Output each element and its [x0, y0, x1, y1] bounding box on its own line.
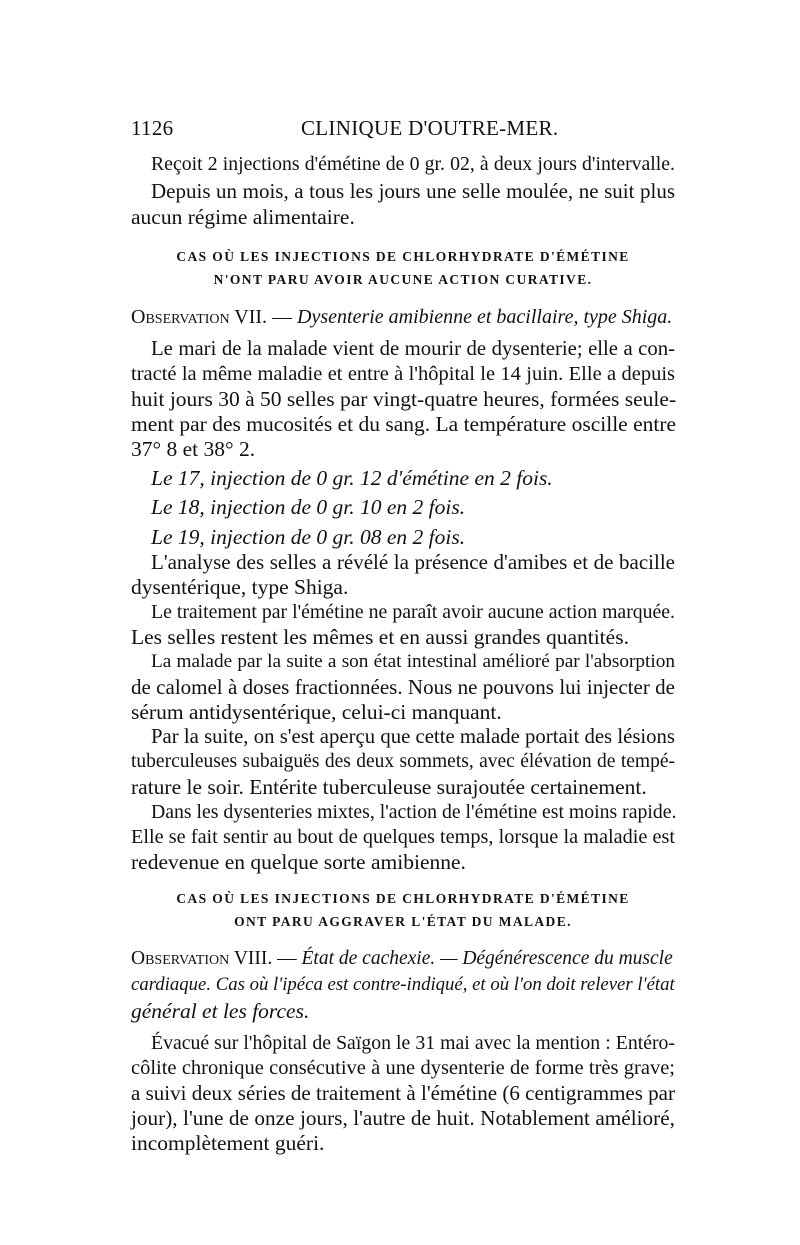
body-line: tracté la même maladie et entre à l'hôpital le 14 juin. Elle a depuis	[131, 363, 675, 385]
body-line: Elle se fait sentir au bout de quelques temps, lorsque la maladie est	[131, 826, 675, 848]
body-line: sérum antidysentérique, celui-ci manquant.	[131, 700, 502, 724]
page-number: 1126	[131, 116, 174, 140]
body-line: Le mari de la malade vient de mourir de dysenterie; elle a con-	[151, 338, 675, 360]
body-line: La malade par la suite a son état intestinal amélioré par l'absorption	[151, 651, 675, 672]
body-line: Reçoit 2 injections d'émétine de 0 gr. 02, à deux jours d'intervalle.	[151, 153, 675, 175]
page-header	[131, 116, 691, 146]
body-line: aucun régime alimentaire.	[131, 205, 355, 229]
body-line: Dans les dysenteries mixtes, l'action de l'émétine est moins rapide.	[151, 801, 677, 823]
observation-label: Observation	[131, 306, 230, 328]
body-line: de calomel à doses fractionnées. Nous ne pouvons lui injecter de	[131, 675, 675, 699]
observation-heading	[131, 304, 675, 330]
observation-number: VII.	[234, 306, 268, 328]
observation-number: VIII.	[233, 948, 273, 969]
section-caption: ONT PARU AGGRAVER L'ÉTAT DU MALADE.	[234, 914, 572, 929]
section-caption: CAS OÙ LES INJECTIONS DE CHLORHYDRATE D'ÉMÉTINE	[176, 249, 630, 264]
body-line: a suivi deux séries de traitement à l'émétine (6 centigrammes par	[131, 1081, 675, 1105]
observation-label: Observation	[131, 948, 230, 969]
body-line: Les selles restent les mêmes et en aussi grandes quantités.	[131, 625, 629, 649]
body-line: Le 17, injection de 0 gr. 12 d'émétine en 2 fois.	[151, 466, 553, 490]
body-line: tuberculeuses subaiguës des deux sommets, avec élévation de tempé-	[131, 751, 675, 772]
body-line: ment par des mucosités et du sang. La température oscille entre	[131, 412, 677, 436]
section-caption: CAS OÙ LES INJECTIONS DE CHLORHYDRATE D'ÉMÉTINE	[176, 891, 630, 906]
body-line: Le traitement par l'émétine ne paraît avoir aucune action marquée.	[151, 601, 675, 623]
body-line: Le 19, injection de 0 gr. 08 en 2 fois.	[151, 525, 466, 549]
observation-title-cont: général et les forces.	[131, 999, 310, 1023]
body-line: 37° 8 et 38° 2.	[131, 437, 256, 461]
body-line: redevenue en quelque sorte amibienne.	[131, 850, 466, 874]
body-line: Le 18, injection de 0 gr. 10 en 2 fois.	[151, 495, 466, 519]
body-line: Depuis un mois, a tous les jours une selle moulée, ne suit plus	[151, 179, 675, 203]
observation-title-cont: cardiaque. Cas où l'ipéca est contre-indiqué, et où l'on doit relever l'état	[131, 974, 675, 995]
body-line: jour), l'une de onze jours, l'autre de huit. Notablement amélioré,	[131, 1106, 675, 1130]
running-title: CLINIQUE D'OUTRE-MER.	[301, 116, 559, 140]
observation-dash: —	[272, 306, 298, 328]
section-caption: N'ONT PARU AVOIR AUCUNE ACTION CURATIVE.	[213, 272, 593, 287]
body-line: côlite chronique consécutive à une dysenterie de forme très grave;	[131, 1057, 675, 1079]
body-line: incomplètement guéri.	[131, 1131, 325, 1155]
body-line: L'analyse des selles a révélé la présence d'amibes et de bacille	[151, 550, 675, 574]
body-line: dysentérique, type Shiga.	[131, 575, 349, 599]
body-line: rature le soir. Entérite tuberculeuse surajoutée certainement.	[131, 775, 647, 799]
observation-title: État de cachexie. — Dégénérescence du muscle	[301, 948, 673, 969]
observation-title: Dysenterie amibienne et bacillaire, type Shiga.	[297, 306, 673, 328]
body-line: huit jours 30 à 50 selles par vingt-quatre heures, formées seule-	[131, 387, 677, 411]
body-line: Évacué sur l'hôpital de Saïgon le 31 mai avec la mention : Entéro-	[151, 1032, 675, 1054]
body-line: Par la suite, on s'est aperçu que cette malade portait des lésions	[151, 726, 675, 748]
observation-heading	[131, 946, 675, 972]
observation-dash: —	[277, 948, 302, 969]
